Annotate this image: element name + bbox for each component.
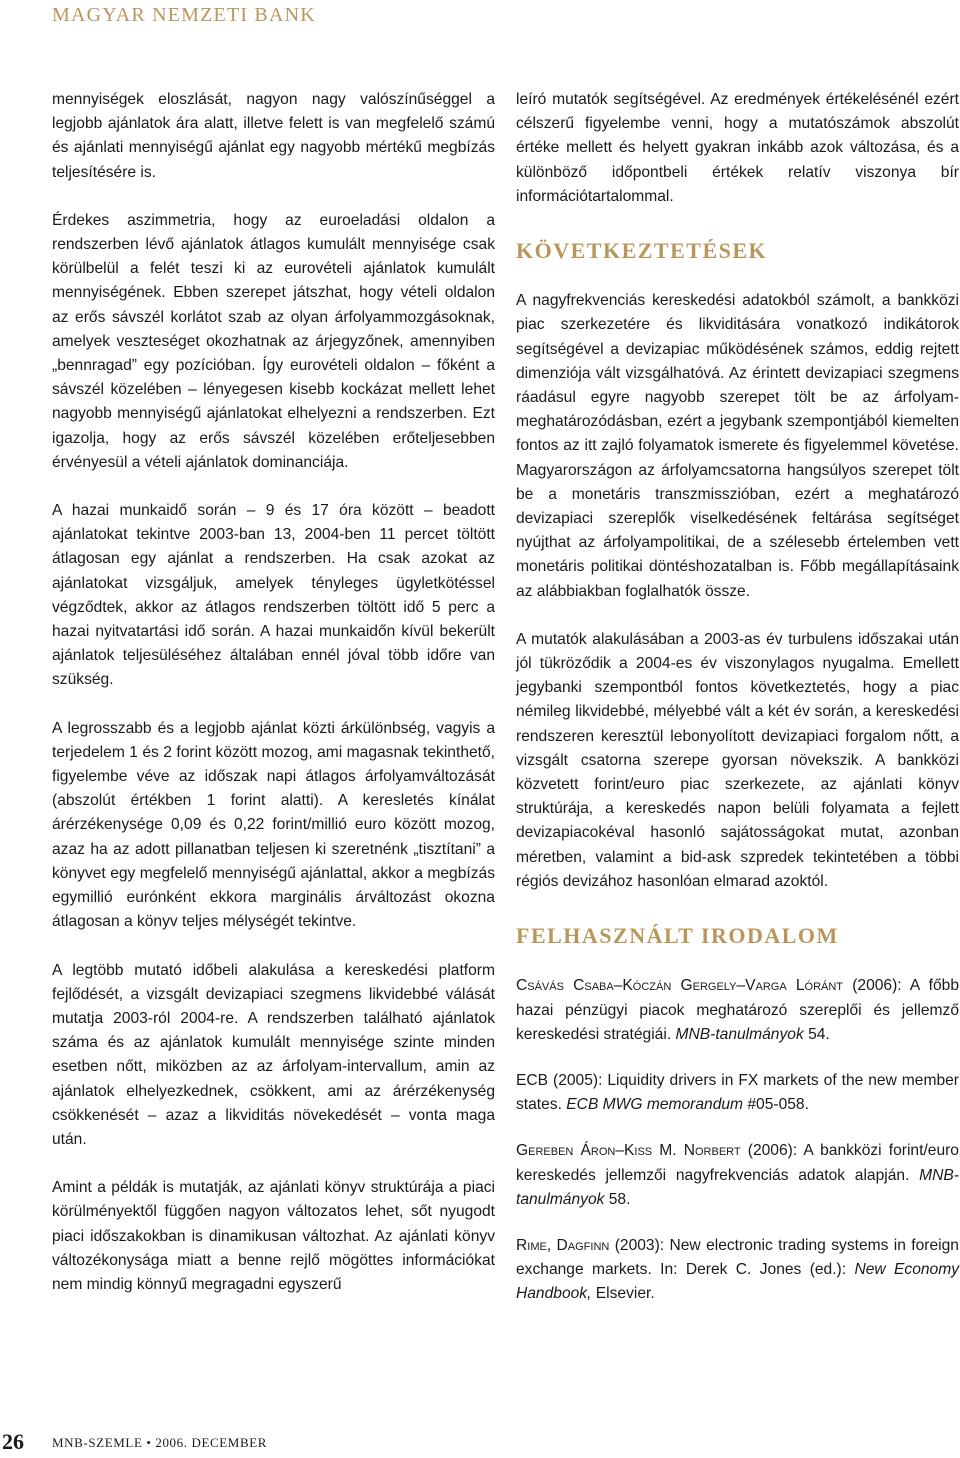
body-paragraph: mennyiségek eloszlását, nagyon nagy valószínűséggel a legjobb ajánlatok ára alatt, illetve felett is van megfelelő számú és ajánlati mennyiségű ajánlat egy nagyobb mértékű megbízás teljesítésére is.: [52, 91, 495, 181]
reference-item: [516, 1139, 959, 1212]
section-heading-references: FELHASZNÁLT IRODALOM: [516, 923, 839, 949]
body-paragraph: Amint a példák is mutatják, az ajánlati könyv struktúrája a piaci körülményektől függően nagyon változatos lehet, sőt nyugodt piaci időszakokban is dinamikusan változhat. Az ajánlati könyv változékonysága miatt a benne rejlő mögöttes információkat nem mindig könnyű megragadni egyszerű: [52, 1179, 495, 1293]
reference-tail: 54.: [803, 1025, 830, 1043]
reference-source: MNB-tanulmányok: [516, 1166, 959, 1208]
body-paragraph: A mutatók alakulásában a 2003-as év turbulens időszakai után jól tükröződik a 2004-es év viszonylagos nyugalma. Emellett jegybanki szempontból fontos következtetés, hogy a piac némileg likvidebbé, mélyebbé vált a két év során, a kereskedési rendszeren keresztül lebonyolított devizapiaci forgalom nőtt, a vizsgált csatorna szerepe gyorsan növekszik. A bankközi közvetett forint/euro piac szerkezete, az ajánlati könyv struktúrája, a kereskedés napon belüli folyamata a fejlett devizapiacokéval hasonló sajátosságokat mutat, azonban méretben, valamint a bid-ask szpredek tekintetében a többi régiós devizához hasonlóan elmarad azoktól.: [516, 630, 959, 890]
issue-label: MNB-SZEMLE • 2006. DECEMBER: [52, 1435, 268, 1450]
journal-header: MAGYAR NEMZETI BANK: [52, 4, 316, 26]
reference-text: (2006): A főbb hazai pénzügyi piacok meghatározó szereplői és jellemző kereskedési stratégiái.: [516, 977, 959, 1043]
body-paragraph: A nagyfrekvenciás kereskedési adatokból számolt, a bankközi piac szerkezetére és likviditására vonatkozó indikátorok segítségével a devizapiac működésének számos, eddig rejtett dimenziója vált vizsgálhatóvá. Az érintett devizapiaci szegmens ráadásul egyre nagyobb szerepet tölt be az árfolyam-meghatározódásban, ezért a jegybank szempontjából kiemelten fontos az itt zajló folyamatok ismerete és figyelemmel követése. Magyarországon az árfolyamcsatorna hangsúlyos szerepet tölt be a monetáris transzmisszióban, ezért a meghatározó devizapiaci szereplők viselkedésének feltárása segítséget nyújthat az árfolyampolitikai, de a szélesebb értelemben vett monetáris politikai döntéshozatalban is. Főbb megállapításaink az alábbiakban foglalhatók össze.: [516, 292, 959, 600]
reference-tail: Elsevier.: [591, 1285, 655, 1303]
body-paragraph: A legrosszabb és a legjobb ajánlat közti árkülönbség, vagyis a terjedelem 1 és 2 forint között mozog, ami magasnak tekinthető, figyelembe véve az időszak napi átlagos árfolyamváltozását (abszolút értékben 1 forint alatti). A keresletés kínálat árérzékenysége 0,09 és 0,22 forint/millió euro között mozog, azaz ha az adott pillanatban teljesen ki szeretnénk „tisztítani” a könyvet egy megfelelő mennyiségű ajánlattal, akkor a megbízás egymillió eurónként ekkora marginális árváltozást okozna átlagosan a könyv teljes mélységét tekintve.: [52, 719, 495, 931]
reference-authors: Rime, Dagfinn: [516, 1236, 610, 1254]
reference-source: New Economy Handbook,: [516, 1261, 960, 1303]
reference-item: [516, 974, 959, 1047]
reference-text: (2006): A bankközi forint/euro kereskedés jellemzői nagyfrekvenciás adatok alapján.: [516, 1142, 959, 1184]
reference-authors: Csávás Csaba–Kóczán Gergely–Varga Lóránt: [516, 977, 844, 995]
reference-tail: 58.: [604, 1190, 631, 1208]
reference-tail: #05-058.: [743, 1096, 809, 1114]
body-paragraph: A hazai munkaidő során – 9 és 17 óra között – beadott ajánlatokat tekintve 2003-ban 13, 2004-ben 11 percet töltött átlagosan egy ajánlat a rendszerben. Ha csak azokat az ajánlatokat vizsgáljuk, amelyek tényleges ügyletkötéssel végződtek, akkor az átlagos rendszerben töltött idő 5 perc a hazai nyitvatartási idő során. A hazai munkaidőn kívül bekerült ajánlatok teljesüléséhez általában ennél jóval több időre van szükség.: [52, 502, 495, 689]
reference-authors: Gereben Áron–Kiss M. Norbert: [516, 1142, 741, 1160]
body-paragraph: A legtöbb mutató időbeli alakulása a kereskedési platform fejlődését, a vizsgált devizapiaci szegmens likvidebbé válását mutatja 2003-ról 2004-re. A rendszerben található ajánlatok száma és az ajánlatok kumulált mennyisége szinte minden esetben nőtt, miközben az az árfolyam-intervallum, amin az ajánlatok elhelyezkednek, csökkent, ami az árérzékenység csökkenését – azaz a likviditás növekedését – vonta maga után.: [52, 961, 495, 1148]
body-paragraph: Érdekes aszimmetria, hogy az euroeladási oldalon a rendszerben lévő ajánlatok átlagos kumulált mennyisége csak körülbelül a felét teszi ki az eurovételi ajánlatok kumulált mennyiségének. Ebben szerepet játszhat, hogy vételi oldalon az erős sávszél korlátot szab az olyan árfolyammozgásoknak, amelyek veszteséget okozhatnak az árjegyzőnek, amennyiben „bennragad” egy pozícióban. Így eurovételi oldalon – főként a sávszél közelében – lényegesen kisebb kockázat mellett lehet nagyobb mennyiségű ajánlatokat elhelyezni a rendszerben. Ezt igazolja, hogy az erős sávszél közelében erőteljesebben érvényesül a vételi ajánlatok dominanciája.: [52, 211, 495, 471]
reference-text: (2003): New electronic trading systems in foreign exchange markets. In: Derek C. Jones (ed.):: [516, 1236, 959, 1279]
reference-item: [516, 1069, 959, 1117]
reference-item: [516, 1234, 959, 1307]
reference-source: ECB MWG memorandum: [566, 1096, 744, 1114]
right-column: [516, 88, 959, 1329]
section-heading-conclusions: KÖVETKEZTETÉSEK: [516, 238, 768, 264]
reference-source: MNB-tanulmányok: [675, 1025, 804, 1043]
page-number: 26: [2, 1429, 24, 1454]
body-paragraph: leíró mutatók segítségével. Az eredmények értékelésénél ezért célszerű figyelembe venni, hogy a mutatószámok abszolút értéke mellett és helyett gyakran inkább azok változása, és a különböző időpontbeli értékek relatív viszonya bír információtartalommal.: [516, 91, 959, 205]
reference-text: ECB (2005): Liquidity drivers in FX markets of the new member states.: [516, 1071, 959, 1114]
left-column: [52, 88, 495, 1321]
reference-list: [516, 974, 959, 1306]
